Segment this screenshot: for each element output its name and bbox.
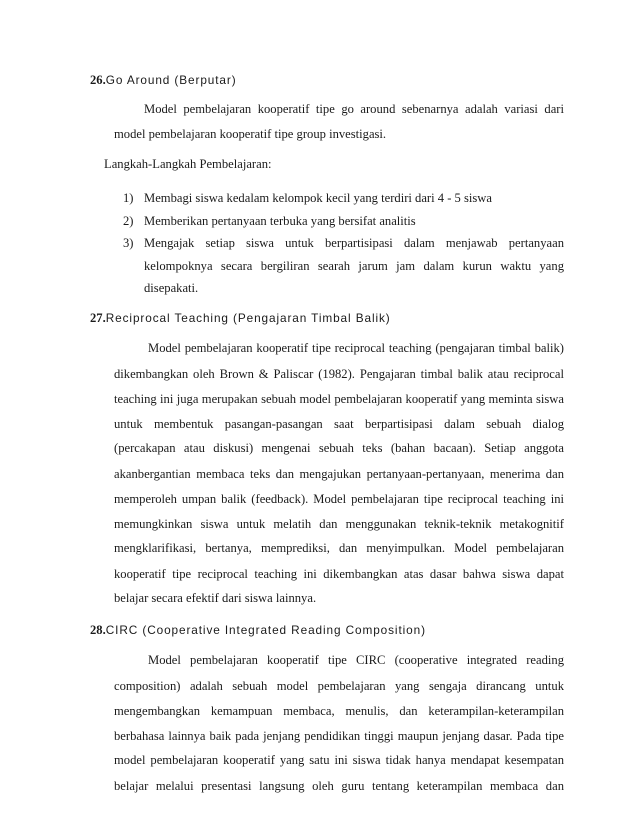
section-number: 27.: [90, 311, 106, 325]
section-title: Reciprocal Teaching (Pengajaran Timbal Balik): [105, 311, 391, 325]
section-number: 28.: [90, 623, 106, 637]
steps-heading: Langkah-Langkah Pembelajaran:: [104, 157, 272, 171]
paragraph-line: (percakapan atau diskusi) mengenai sebuah teks (bahan bacaan). Setiap anggota: [114, 441, 564, 455]
paragraph-line: akanbergantian membaca teks dan mengajukan pertanyaan-pertanyaan, menerima dan: [114, 467, 564, 481]
paragraph-line: untuk membentuk pasangan-pasangan saat berpartisipasi dalam sebuah dialog: [114, 417, 564, 431]
paragraph-line: belajar secara efektif dari siswa lainnya.: [114, 591, 317, 605]
section-heading-27: [90, 310, 391, 326]
paragraph-line: mengklarifikasi, bertanya, memprediksi, dan menyimpulkan. Model pembelajaran: [114, 541, 564, 555]
paragraph-line: teaching ini juga merupakan sebuah model pembelajaran kooperatif yang meminta siswa: [114, 392, 564, 406]
paragraph-line: berbahasa lainnya baik pada jenjang pendidikan tinggi maupun jenjang dasar. Pada tipe: [114, 729, 564, 743]
paragraph-line: mengembangkan kemampuan membaca, menulis, dan keterampilan-keterampilan: [114, 704, 564, 718]
list-marker: 2): [123, 214, 134, 228]
list-marker: 1): [123, 191, 134, 205]
section-heading-28: [90, 622, 426, 638]
paragraph-line: memungkinkan siswa untuk melatih dan menggunakan teknik-teknik metakognitif: [114, 517, 564, 531]
list-item: Membagi siswa kedalam kelompok kecil yang terdiri dari 4 - 5 siswa: [144, 191, 492, 205]
list-marker: 3): [123, 236, 134, 250]
list-item-continuation: disepakati.: [144, 281, 199, 295]
paragraph-line: composition) adalah sebuah model pembelajaran yang sengaja dirancang untuk: [114, 679, 564, 693]
section-heading-26: [90, 72, 237, 88]
section-title: Go Around (Berputar): [105, 73, 237, 87]
list-item: Mengajak setiap siswa untuk berpartisipasi dalam menjawab pertanyaan: [144, 236, 564, 250]
paragraph-line: belajar melalui presentasi langsung oleh guru tentang keterampilan membaca dan: [114, 779, 564, 793]
paragraph-line: model pembelajaran kooperatif tipe group investigasi.: [114, 127, 387, 141]
paragraph-line: model pembelajaran kooperatif yang satu ini siswa tidak hanya mendapat kesempatan: [114, 753, 564, 767]
paragraph-line: Model pembelajaran kooperatif tipe go around sebenarnya adalah variasi dari: [144, 102, 564, 116]
paragraph-line: Model pembelajaran kooperatif tipe reciprocal teaching (pengajaran timbal balik): [148, 341, 564, 355]
paragraph-line: dikembangkan oleh Brown & Paliscar (1982). Pengajaran timbal balik atau reciprocal: [114, 367, 564, 381]
list-item-continuation: kelompoknya secara bergiliran searah jarum jam dalam kurun waktu yang: [144, 259, 564, 273]
list-item: Memberikan pertanyaan terbuka yang bersifat analitis: [144, 214, 416, 228]
section-title: CIRC (Cooperative Integrated Reading Composition): [105, 623, 426, 637]
paragraph-line: Model pembelajaran kooperatif tipe CIRC (cooperative integrated reading: [148, 653, 564, 667]
section-number: 26.: [90, 73, 106, 87]
paragraph-line: memperoleh umpan balik (feedback). Model pembelajaran tipe reciprocal teaching ini: [114, 492, 564, 506]
paragraph-line: kooperatif tipe reciprocal teaching ini dikembangkan atas dasar bahwa siswa dapat: [114, 567, 564, 581]
